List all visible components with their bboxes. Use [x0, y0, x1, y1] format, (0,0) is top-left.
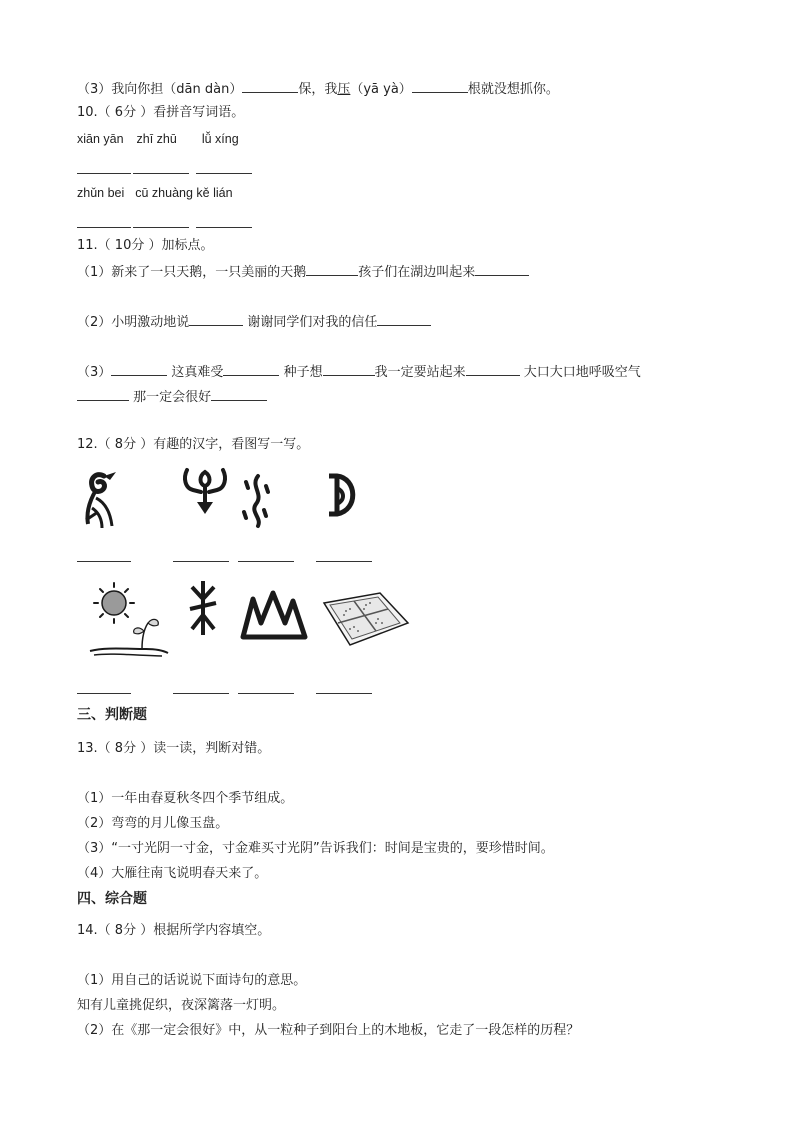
- pinyin: cū zhuàng: [135, 186, 193, 200]
- q9-item3-mid1: 保，我: [298, 82, 338, 97]
- section-title: 四、综合题: [77, 891, 147, 907]
- q10-header: 10.（ 6分 ）看拼音写词语。: [77, 105, 245, 120]
- answer-line[interactable]: [77, 561, 131, 562]
- punct-blank[interactable]: [111, 363, 167, 376]
- q11-item3-c: 种子想: [283, 365, 323, 380]
- pinyin: xiān yān: [77, 132, 124, 146]
- answer-line[interactable]: [316, 561, 372, 562]
- answer-line[interactable]: [173, 561, 229, 562]
- field-picture: [320, 589, 412, 649]
- q13-item: （4）大雁往南飞说明春天来了。: [77, 866, 268, 881]
- answer-line[interactable]: [196, 227, 252, 228]
- q13-item: （3）“一寸光阴一寸金，寸金难买寸光阴”告诉我们：时间是宝贵的，要珍惜时间。: [77, 841, 554, 856]
- q10-pinyin-row2: [77, 185, 233, 201]
- answer-line[interactable]: [77, 693, 131, 694]
- answer-line[interactable]: [316, 693, 372, 694]
- pinyin: zhǔn bei: [77, 186, 125, 200]
- moon-glyph-icon: [323, 472, 363, 518]
- q11-item2-a: （2）小明激动地说: [77, 315, 190, 330]
- answer-line[interactable]: [196, 173, 252, 174]
- pinyin: kě lián: [196, 186, 233, 200]
- punct-blank[interactable]: [223, 363, 279, 376]
- q12-header: 12.（ 8分 ）有趣的汉字，看图写一写。: [77, 437, 310, 452]
- water-glyph-icon: [240, 472, 270, 530]
- q14-header: 14.（ 8分 ）根据所学内容填空。: [77, 923, 271, 938]
- q11-item3-line2: [77, 388, 267, 406]
- q9-underlined-char: 压: [337, 82, 351, 97]
- answer-blank[interactable]: [242, 80, 298, 93]
- punct-blank[interactable]: [189, 313, 243, 326]
- tree-glyph-icon: [186, 579, 220, 637]
- answer-line[interactable]: [238, 693, 294, 694]
- q11-item1-a: （1）新来了一只天鹅，一只美丽的天鹅: [77, 265, 307, 280]
- answer-blank[interactable]: [412, 80, 468, 93]
- q11-item3-f: 那一定会很好: [133, 390, 212, 405]
- pinyin: lǚ xíng: [201, 132, 239, 146]
- q9-item3-prefix: （3）我向你担（dān dàn）: [77, 82, 243, 97]
- q14-item1: （1）用自己的话说说下面诗句的意思。: [77, 973, 307, 988]
- answer-line[interactable]: [133, 227, 189, 228]
- q9-item3: [77, 80, 559, 98]
- q13-item: （2）弯弯的月儿像玉盘。: [77, 816, 229, 831]
- q11-item3-a: （3）: [77, 365, 112, 380]
- q13-item: （1）一年由春夏秋冬四个季节组成。: [77, 791, 294, 806]
- sun-sprout-picture: [86, 579, 170, 661]
- q9-item3-mid2: （yā yà）: [350, 82, 412, 97]
- q11-header: 11.（ 10分 ）加标点。: [77, 238, 214, 253]
- q11-item1: [77, 263, 529, 281]
- punct-blank[interactable]: [377, 313, 431, 326]
- punct-blank[interactable]: [77, 388, 129, 401]
- punct-blank[interactable]: [475, 263, 529, 276]
- bird-glyph-icon: [82, 468, 122, 532]
- q13-header: 13.（ 8分 ）读一读，判断对错。: [77, 741, 271, 756]
- q10-pinyin-row1: [77, 131, 239, 147]
- answer-line[interactable]: [173, 693, 229, 694]
- q11-item2-b: 谢谢同学们对我的信任: [247, 315, 378, 330]
- punct-blank[interactable]: [306, 263, 358, 276]
- punct-blank[interactable]: [466, 363, 520, 376]
- q9-item3-suffix: 根就没想抓你。: [467, 82, 559, 97]
- q11-item3-e: 大口大口地呼吸空气: [523, 365, 641, 380]
- q11-item3-d: 我一定要站起来: [374, 365, 466, 380]
- q11-item3-b: 这真难受: [171, 365, 224, 380]
- answer-line[interactable]: [77, 173, 131, 174]
- section-title: 三、判断题: [77, 707, 147, 723]
- answer-line[interactable]: [133, 173, 189, 174]
- q11-item3-line1: [77, 363, 641, 381]
- punct-blank[interactable]: [211, 388, 267, 401]
- q11-item1-b: 孩子们在湖边叫起来: [358, 265, 476, 280]
- answer-line[interactable]: [77, 227, 131, 228]
- punct-blank[interactable]: [323, 363, 375, 376]
- heart-glyph-icon: [181, 466, 229, 518]
- answer-line[interactable]: [238, 561, 294, 562]
- q14-item2: （2）在《那一定会很好》中，从一粒种子到阳台上的木地板，它走了一段怎样的历程？: [77, 1023, 580, 1038]
- q14-poem: 知有儿童挑促织，夜深篱落一灯明。: [77, 998, 286, 1013]
- pinyin: zhī zhū: [136, 132, 177, 146]
- q11-item2: [77, 313, 431, 331]
- mountain-glyph-icon: [239, 589, 309, 641]
